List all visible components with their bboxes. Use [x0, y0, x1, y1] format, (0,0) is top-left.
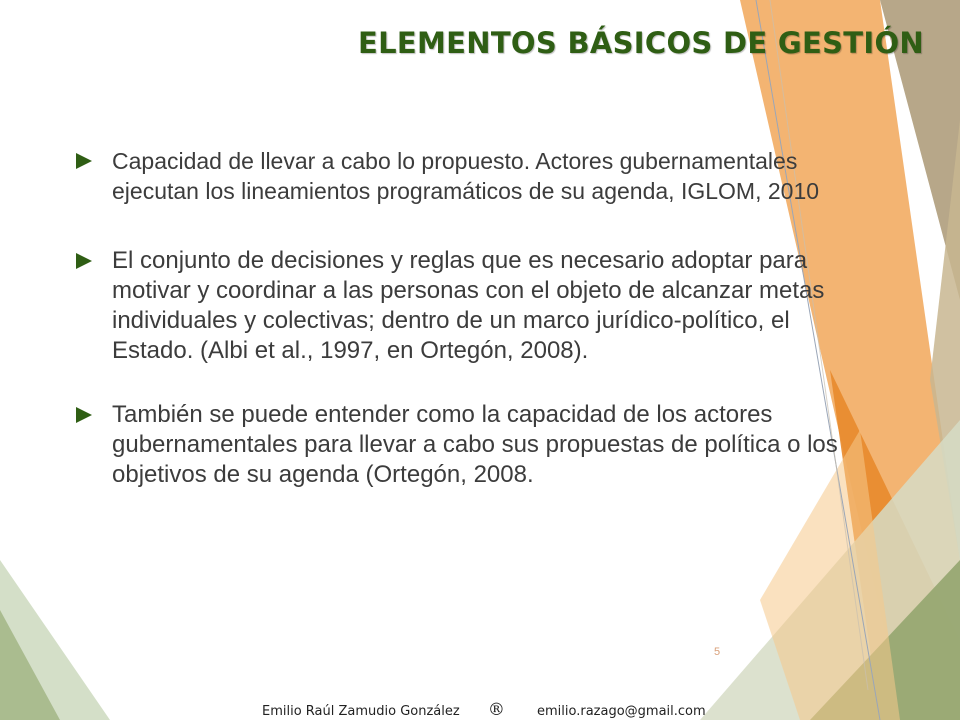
bullet-arrow-icon: [76, 407, 92, 423]
bullet-item: [76, 400, 876, 490]
footer: [262, 700, 706, 720]
footer-author: Emilio Raúl Zamudio González: [262, 704, 460, 719]
bullet-arrow-icon: [76, 253, 92, 269]
bullet-item: [76, 246, 876, 366]
page-number: 5: [714, 646, 721, 658]
bullet-list: [76, 146, 876, 490]
bullet-text: El conjunto de decisiones y reglas que es necesario adoptar para motivar y coordinar a las personas con el objeto de alcanzar metas individuales y colectivas; dentro de un marco jurídico-político, el Estado. (Albi et al., 1997, en Ortegón, 2008).: [112, 247, 825, 364]
bullet-text: Capacidad de llevar a cabo lo propuesto. Actores gubernamentales ejecutan los lineamientos programáticos de su agenda, IGLOM, 2010: [112, 148, 820, 204]
footer-email: emilio.razago@gmail.com: [537, 704, 706, 719]
bullet-text: También se puede entender como la capacidad de los actores gubernamentales para llevar a cabo sus propuestas de política o los objetivos de su agenda (Ortegón, 2008.: [112, 401, 838, 488]
slide-title: ELEMENTOS BÁSICOS DE GESTIÓN: [358, 26, 924, 60]
bullet-item: [76, 146, 876, 206]
bullet-arrow-icon: [76, 153, 92, 169]
registered-symbol: ®: [487, 700, 505, 720]
